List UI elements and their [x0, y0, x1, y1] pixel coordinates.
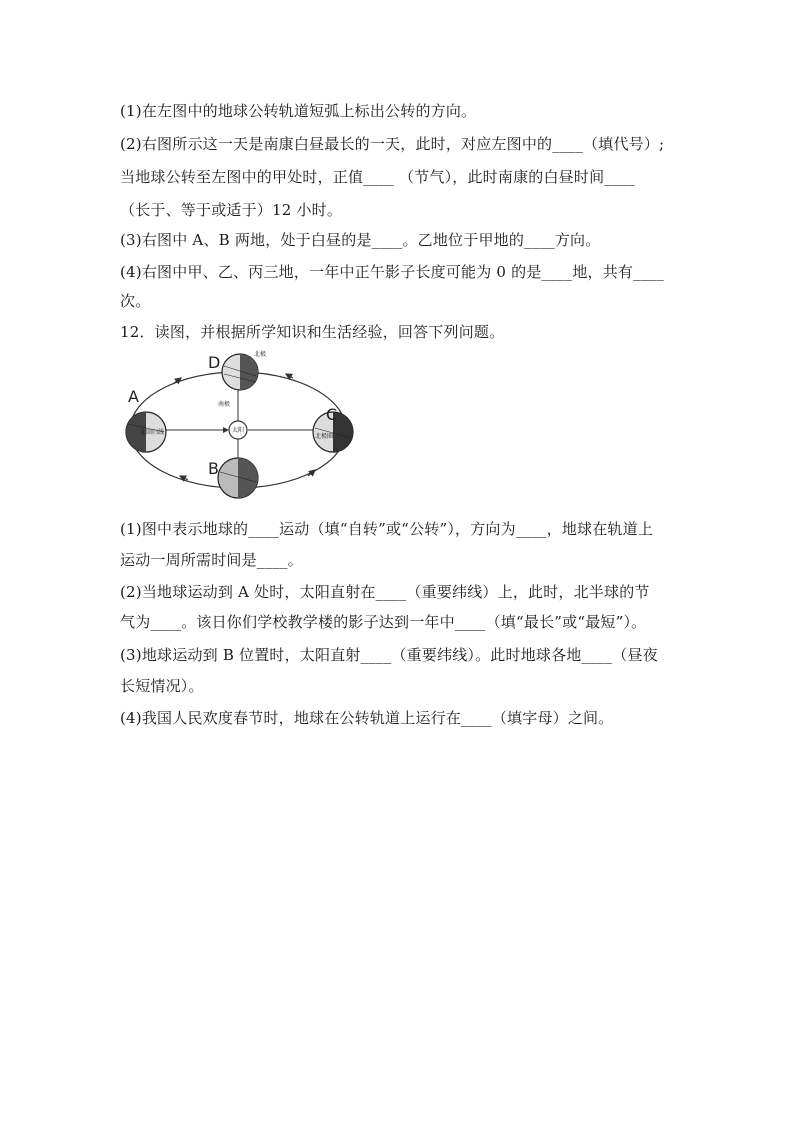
question-line: (4)我国人民欢度春节时，地球在公转轨道上运行在____（填字母）之间。	[120, 709, 614, 727]
question-line: (4)右图中甲、乙、丙三地，一年中正午影子长度可能为 0 的是____地，共有____	[120, 263, 664, 281]
question-line: 运动一周所需时间是____。	[120, 551, 303, 569]
sun-label: 太阳	[231, 427, 245, 434]
globe-b-icon	[218, 458, 258, 498]
question-line: 次。	[120, 292, 151, 310]
question-line: （长于、等于或适于）12 小时。	[120, 201, 343, 219]
question-12-title: 12．读图，并根据所学知识和生活经验，回答下列问题。	[120, 323, 505, 341]
question-line: (3)右图中 A、B 两地，处于白昼的是____。乙地位于甲地的____方向。	[120, 231, 601, 249]
orbit-arrow-icon	[308, 470, 315, 476]
question-line: (1)图中表示地球的____运动（填“自转”或“公转”），方向为____，地球在轨道上	[120, 520, 654, 538]
position-label-a: A	[128, 387, 139, 406]
question-line: (2)右图所示这一天是南康白昼最长的一天，此时，对应左图中的____（填代号）;	[120, 135, 665, 153]
question-line: 气为____。该日你们学校教学楼的影子达到一年中____（填“最长”或“最短”）。	[120, 613, 647, 631]
question-line: (3)地球运动到 B 位置时，太阳直射____（重要纬线）。此时地球各地____（昼夜	[120, 646, 658, 664]
position-label-d: D	[208, 353, 221, 372]
globe-d-icon	[222, 354, 258, 390]
position-label-c: C	[326, 405, 338, 424]
globe-label: 北极圈	[315, 433, 334, 440]
earth-revolution-diagram	[118, 350, 368, 500]
south-pole-label: 南极	[218, 401, 231, 408]
position-label-b: B	[208, 459, 219, 478]
orbit-arrow-icon	[286, 374, 293, 378]
question-line: 当地球公转至左图中的甲处时，正值____ （节气），此时南康的白昼时间____	[120, 168, 636, 186]
question-line: (2)当地球运动到 A 处时，太阳直射在____（重要纬线）上，此时，北半球的节	[120, 583, 650, 601]
question-line: 长短情况）。	[120, 677, 204, 695]
north-pole-label: 北极	[254, 351, 267, 358]
globe-label: 北回归线	[140, 429, 165, 436]
question-line: (1)在左图中的地球公转轨道短弧上标出公转的方向。	[120, 102, 477, 120]
